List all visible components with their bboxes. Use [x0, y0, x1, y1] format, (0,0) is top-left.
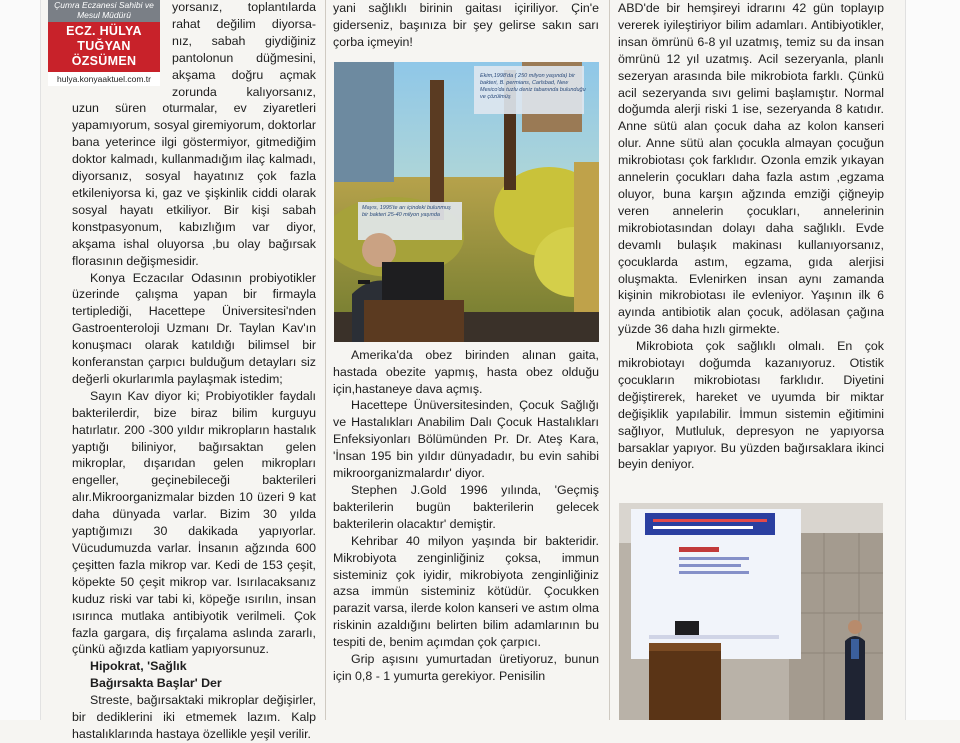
paragraph: Kehribar 40 milyon yaşında bir bakteridir. Mikrobiyota zenginliğiniz çoksa, immun sisteminiz çok iyidir, mikrobiyota zenginliğiniz azsa immün sisteminiz kötüdür. Çocukken parazit varsa, ilerde kolon kanseri ve astım olma riskinin azaldığını belirten bilim adamlarının bu tespiti de, benim açımdan çok çarpıcı.	[333, 533, 599, 650]
article-column-1	[72, 0, 316, 743]
lead-line: yorsanız, toplantılarda	[172, 0, 316, 14]
right-page-margin	[905, 0, 960, 720]
paragraph: uzun süren oturmalar, ev ziyaretleri yapamıyorum, sosyal giremiyorum, doktorlar bana yeterince ilgi göstermiyor, gitmediğim doktor kalmadı, kullanmadığım ilaç kalmadı, diyorsanız, sosyal hayatınız çok fazla etkileniyorsa ki, gaz ve şişkinlik ciddi olarak sosyal hayatı etkiliyor. Bir kişi sabah konstpasyonum, kabızlığım var diyor, akşama ishal oluyorsa ,bu olay bağırsak florasının değişmesidir.	[72, 101, 316, 268]
paragraph: Amerika'da obez birinden alınan gaita, hastada obezite yapmış, hasta obez olduğu için,hastaneye dava açmış.	[333, 347, 599, 396]
paragraph: Mikrobiota çok sağlıklı olmalı. En çok mikrobiotayı doğumda kazanıyoruz. Otistik çocukların mikrobiotası farklıdır. Diyetini değiştirerek, hareket ve uyumda bir miktar değişiklik yapılabilir. İmmun sistemin eğitimini sağlıyor, Mutluluk, depresyon ne yapıyorsa barsaklar yapıyor. Bu yüzden bağırsaklara ikinci beyin deniyor.	[618, 339, 884, 472]
slide-caption-bottom: Mayıs, 1995'te arı içindeki bulunmuş bir bakteri 25-40 milyon yaşında	[362, 205, 451, 218]
lead-line: akşama doğru açmak	[172, 67, 316, 82]
author-website: hulya.konyaaktuel.com.tr	[48, 72, 160, 86]
author-name-line2: TUĞYAN ÖZSÜMEN	[71, 39, 137, 68]
lead-line: rahat değilim diyorsa-	[172, 16, 316, 31]
subheading-line2: Bağırsakta Başlar' Der	[90, 676, 222, 691]
lead-line: pantolonun düğmesini,	[172, 50, 316, 65]
author-tagline: Çumra Eczanesi Sahibi ve Mesul Müdürü	[48, 0, 160, 22]
column1-lead	[72, 0, 316, 100]
paragraph: Stephen J.Gold 1996 yılında, 'Geçmiş bakterilerin bugün bakterilerin gelecek bakterilerin olacaktır' demiştir.	[333, 482, 599, 531]
column-divider	[609, 0, 610, 720]
column-divider	[325, 0, 326, 720]
subheading	[72, 658, 316, 692]
lecture-hall-illustration	[619, 503, 883, 720]
lead-line: nız, sabah giydiğiniz	[172, 33, 316, 48]
lead-line: zorunda kalıyorsanız,	[172, 84, 316, 99]
paragraph: yani sağlıklı birinin gaitası içiriliyor. Çin'e giderseniz, başınıza bir şey gelirse sakın sarı çorba içmeyin!	[333, 1, 599, 49]
paragraph: Hacettepe Ünüversitesinden, Çocuk Sağlığı ve Hastalıkları Anabilim Dalı Çocuk Hastalıkları Enfeksiyonları Bölümünden Pr. Dr. Ateş Kara, 'İnsan 195 bin yıldır dünyadadır, bu evin sahibi mikroorganizmalardır' diyor.	[333, 398, 599, 481]
slide-caption-top: Ekim,1998'da ( 250 milyon yaşında) bir bakteri, B. permians, Carlsbad, New Mexico'da tuzlu deniz tabanında bulunduğu ve çözülmüş	[480, 73, 586, 100]
paragraph: Sayın Kav diyor ki; Probiyotikler faydalı bakterilerdir, bize biraz bilim kurguyu hatırlatır. 200 -300 yıldır mikropların hastalık yaptığı biliniyor, bağırsaktan gelen mikroplar, dışarıdan gelen mikropları engeller, geçinebileceği bakterileri alır.Mikroorganizmalar bizden 10 üzeri 9 kat daha dünyada varlar. Bizim 30 yılda yaptığımızı 30 dakikada yapıyorlar. Vücudumuzda varlar. İnsanın ağzında 600 çeşitten fazla mikrop var. Kedi de 153 çeşit, köpekte 50 çeşit mikrop var. Isırılacaksanız kuduz riski var tabi ki, köpeğe ısırılın, insan ısırınca mutlaka antibiyotik verilmeli. Çok fazla gargara, diş fırçalama aslında zararlı, çünkü ağızda katliam yapıyorsunuz.	[72, 388, 316, 657]
paragraph: Konya Eczacılar Odasının probiyotikler üzerinde çalışma yapan bir firmayla tertiplediği, Hacettepe Üniversitesi'nden Gastroenteroloji Uzmanı Dr. Taylan Kav'ın konuşmacı olarak katıldığı bilimsel bir konferanstan çarpıcı bulduğum detayları siz değerli okurlarımla paylaşmak istedim;	[72, 270, 316, 386]
author-name-line1: ECZ. HÜLYA	[66, 24, 142, 38]
paragraph: Streste, bağırsaktaki mikroplar değişirler, bir dediklerini iki etmemek lazım. Kalp hastalıklarında hastaya özellikle yeşil verilir.	[72, 693, 316, 741]
paragraph: Grip aşısını yumurtadan üretiyoruz, bunun için 0,8 - 1 yumurta gerekiyor. Penisilin	[333, 652, 599, 683]
subheading-line1: Hipokrat, 'Sağlık	[90, 659, 187, 674]
article-column-3	[618, 0, 884, 473]
conference-photo-2	[619, 503, 883, 720]
conference-photo-1	[334, 62, 599, 342]
slide-illustration	[334, 62, 599, 342]
paragraph: ABD'de bir hemşireyi idrarını 42 gün toplayıp vererek iyileştiriyor bilim adamları. Antibiyotikler, insan ömrünü 6-8 yıl uzatmış, temiz su da insan ömrünü 12 yıl uzatmış. Acil sezeryanla, planlı sezeryan arasında bile mikrobiota farklı. Çünkü acil sezeryanda sıvı gelimi başlamıştır. Normal doğumda alerji riski 1 ise, sezeryanda 8 katıdır. Anne sütü alan çocuk daha az kolon kanseri olur. Anne sütü alan çocukla almayan çocuğun mikrobiotası çok farklıdır. Ozonla emzik yıkayan annelerin çocukları daha fazla astım ,egzama oluyor, buna karşın ağzında emziği çiğneyip veren annelerin çocukları, annelerinin mikrobiotasından dolayı daha sağlıklı. Evde devamlı bulaşık makinası kullanıyorsanız, çocuklarda astım, egzama, gıda alerjisi oluşmakta. Evlenirken insan aynı zamanda kişinin mikrobiotası ile evleniyor. Yaşının ilk 6 ayında antibiotik alan çocuk, adölasan çağına yüzde 36 daha hızlı girmekte.	[618, 1, 884, 337]
left-page-margin	[0, 0, 41, 720]
